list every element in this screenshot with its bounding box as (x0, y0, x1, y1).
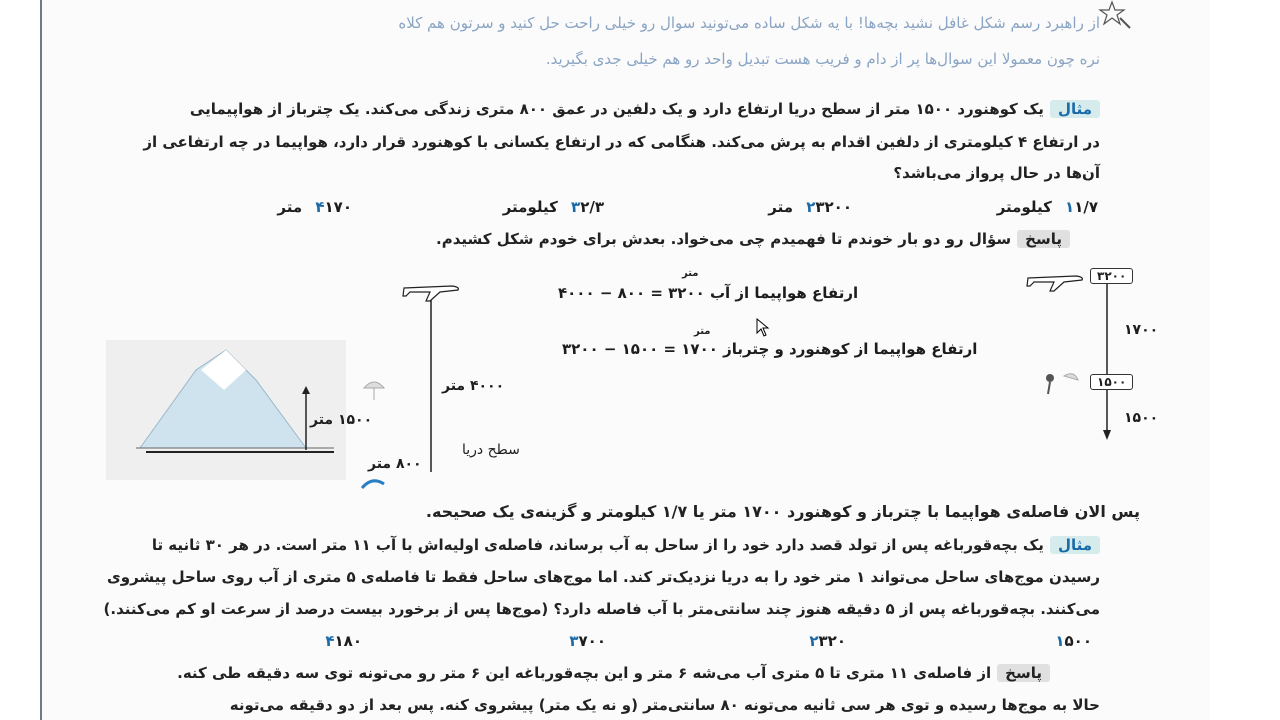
example1-option-3: ۳۲/۳ کیلومتر (502, 198, 604, 216)
eq1-unit: متر (682, 268, 699, 279)
answer-tag: پاسخ (1017, 230, 1070, 248)
example1-line-3: آن‌ها در حال پرواز می‌باشد؟ (893, 164, 1100, 182)
parachute-icon (360, 376, 388, 406)
plane-altitude-line (426, 296, 436, 476)
answer2-line-1: پاسخاز فاصله‌ی ۱۱ متری تا ۵ متری آب می‌شه ۶ متر و این بچه‌قورباغه این ۶ متر رو می‌تونه توی سه دقیقه طی کنه. (177, 664, 1050, 682)
example1-option-2: ۲۳۲۰۰ متر (768, 198, 852, 216)
conclusion-line: پس الان فاصله‌ی هواپیما با چترباز و کوهنورد ۱۷۰۰ متر یا ۱/۷ کیلومتر و گزینه‌ی یک صحیحه. (425, 502, 1140, 521)
example2-tag: مثال (1050, 536, 1100, 554)
mouse-cursor-icon (756, 318, 770, 338)
note-line-1: از راهبرد رسم شکل غافل نشید بچه‌ها! با یه شکل ساده می‌تونید سوال رو خیلی راحت حل کنید و سرتون هم کلاه (398, 14, 1100, 32)
note-line-2: نره چون معمولا این سوال‌ها پر از دام و فریب هست تبدیل واحد رو هم خیلی جدی بگیرید. (545, 50, 1100, 68)
schematic-box-1500: ۱۵۰۰ (1090, 374, 1133, 390)
example1-line-2: در ارتفاع ۴ کیلومتری از دلفین اقدام به پرش می‌کند. هنگامی که در ارتفاع یکسانی با کوهنورد قرار دارد، هواپیما در چه ارتفاعی از (143, 133, 1100, 151)
star-icon (1098, 0, 1134, 30)
answer1-line: پاسخسؤال رو دو بار خوندم تا فهمیدم چی می‌خواد. بعدش برای خودم شکل کشیدم. (436, 230, 1070, 248)
airplane-schematic-icon (1024, 264, 1094, 294)
equation-1: ارتفاع هواپیما از آب ۳۲۰۰ = ۸۰۰ − ۴۰۰۰ (558, 284, 859, 302)
eq2-unit: متر (694, 326, 711, 337)
example-tag: مثال (1050, 100, 1100, 118)
dolphin-depth-label: ۸۰۰ متر (368, 456, 422, 472)
example1-line-1: مثالیک کوهنورد ۱۵۰۰ متر از سطح دریا ارتفاع دارد و یک دلفین در عمق ۸۰۰ متری زندگی می‌کند. یک چترباز از هواپیمایی (190, 100, 1100, 118)
example2-line-2: رسیدن موج‌های ساحل می‌تواند ۱ متر خود را به دریا نزدیک‌تر کند. اما موج‌های ساحل فقط تا فاصله‌ی ۵ متری از آب روی ساحل پیشروی (107, 568, 1100, 586)
page-left-margin (0, 0, 42, 720)
equation-2: ارتفاع هواپیما از کوهنورد و چترباز ۱۷۰۰ = ۱۵۰۰ − ۳۲۰۰ (562, 340, 978, 358)
climber-icon (1040, 370, 1080, 398)
book-page (42, 0, 1210, 720)
answer2-tag: پاسخ (997, 664, 1050, 682)
example2-option-1: ۱۵۰۰ (1055, 632, 1092, 650)
schematic-box-3200: ۳۲۰۰ (1090, 268, 1133, 284)
example1-option-4: ۴۱۷۰ متر (277, 198, 352, 216)
sea-level-label: سطح دریا (462, 442, 520, 458)
plane-height-label: ۴۰۰۰ متر (442, 378, 505, 394)
schematic-vertical-line (1102, 284, 1112, 444)
example2-option-3: ۳۷۰۰ (569, 632, 606, 650)
example2-option-2: ۲۳۲۰ (809, 632, 846, 650)
example1-option-1: ۱۱/۷ کیلومتر (996, 198, 1098, 216)
mountain-height-label: ۱۵۰۰ متر (310, 412, 373, 428)
answer2-line-2: حالا به موج‌ها رسیده و توی هر سی ثانیه می‌تونه ۸۰ سانتی‌متر (و نه یک متر) پیشروی کنه. پس بعد از دو دقیقه می‌تونه (229, 696, 1100, 714)
schematic-gap-1700: ۱۷۰۰ (1124, 322, 1159, 338)
example2-line-1: مثالیک بچه‌قورباغه پس از تولد قصد دارد خود را از ساحل به آب برساند، فاصله‌ی اولیه‌اش با آب ۱۱ متر است. در هر ۳۰ ثانیه تا (152, 536, 1100, 554)
example2-option-4: ۴۱۸۰ (325, 632, 362, 650)
dolphin-icon (358, 474, 388, 494)
example2-line-3: می‌کنند. بچه‌قورباغه پس از ۵ دقیقه هنوز چند سانتی‌متر با آب فاصله دارد؟ (موج‌ها پس از برخورد بیست درصد از سرعت او کم می‌کنند.) (103, 600, 1100, 618)
schematic-gap-1500: ۱۵۰۰ (1124, 410, 1159, 426)
